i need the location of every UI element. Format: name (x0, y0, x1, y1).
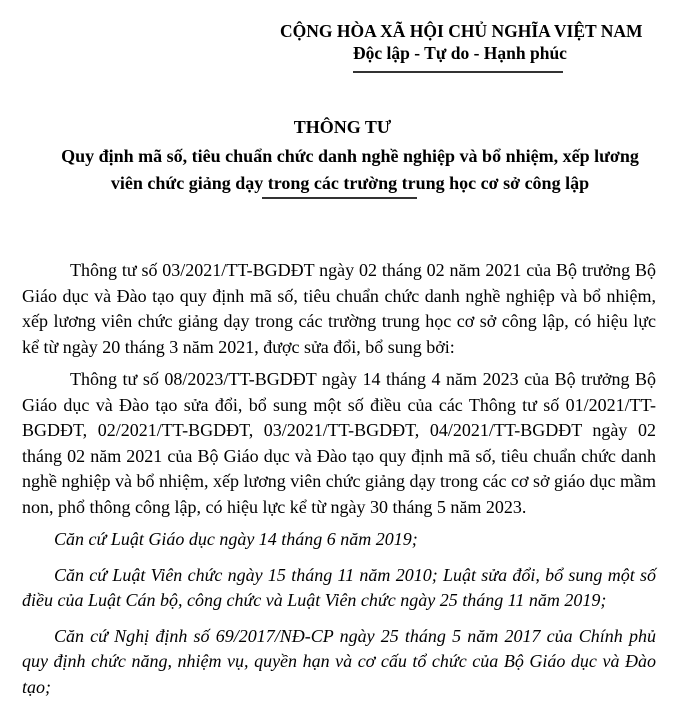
national-motto: Độc lập - Tự do - Hạnh phúc (353, 43, 567, 63)
national-header (280, 20, 643, 64)
document-body (22, 258, 656, 700)
document-title-line-2: viên chức giảng dạy trong các trường trung học cơ sở công lập (110, 173, 590, 193)
legal-basis-decree: Căn cứ Nghị định số 69/2017/NĐ-CP ngày 25 tháng 5 năm 2017 của Chính phủ quy định chức năng, nhiệm vụ, quyền hạn và cơ cấu tổ chức của Bộ Giáo dục và Đào tạo; (22, 625, 656, 697)
document-title-line-1: Quy định mã số, tiêu chuẩn chức danh nghề nghiệp và bổ nhiệm, xếp lương (61, 146, 639, 166)
nation-name: CỘNG HÒA XÃ HỘI CHỦ NGHĨA VIỆT NAM (280, 21, 643, 41)
paragraph-consolidation-source: Thông tư số 03/2021/TT-BGDĐT ngày 02 tháng 02 năm 2021 của Bộ trưởng Bộ Giáo dục và Đào tạo quy định mã số, tiêu chuẩn chức danh nghề nghiệp và bổ nhiệm, xếp lương viên chức giảng dạy trong các trường trung học cơ sở công lập, có hiệu lực kể từ ngày 20 tháng 3 năm 2021, được sửa đổi, bổ sung bởi: (22, 260, 656, 357)
motto-underline (353, 71, 563, 73)
title-separator (262, 197, 417, 199)
document-type: THÔNG TƯ (293, 117, 392, 137)
legal-basis-civil-servant-law: Căn cứ Luật Viên chức ngày 15 tháng 11 năm 2010; Luật sửa đổi, bổ sung một số điều của Luật Cán bộ, công chức và Luật Viên chức ngày 25 tháng 11 năm 2019; (22, 564, 656, 610)
paragraph-amending-circular: Thông tư số 08/2023/TT-BGDĐT ngày 14 tháng 4 năm 2023 của Bộ trưởng Bộ Giáo dục và Đào tạo sửa đổi, bổ sung một số điều của các Thông tư số 01/2021/TT-BGDĐT, 02/2021/TT-BGDĐT, 03/2021/TT-BGDĐT, 04/2021/TT-BGDĐT ngày 02 tháng 02 năm 2021 của Bộ Giáo dục và Đào tạo quy định mã số, tiêu chuẩn chức danh nghề nghiệp và bổ nhiệm, xếp lương viên chức giảng dạy trong các cơ sở giáo dục mầm non, phổ thông công lập, có hiệu lực kể từ ngày 30 tháng 5 năm 2023. (22, 369, 656, 517)
document-title (30, 143, 670, 197)
legal-basis-education-law: Căn cứ Luật Giáo dục ngày 14 tháng 6 năm 2019; (54, 529, 418, 549)
